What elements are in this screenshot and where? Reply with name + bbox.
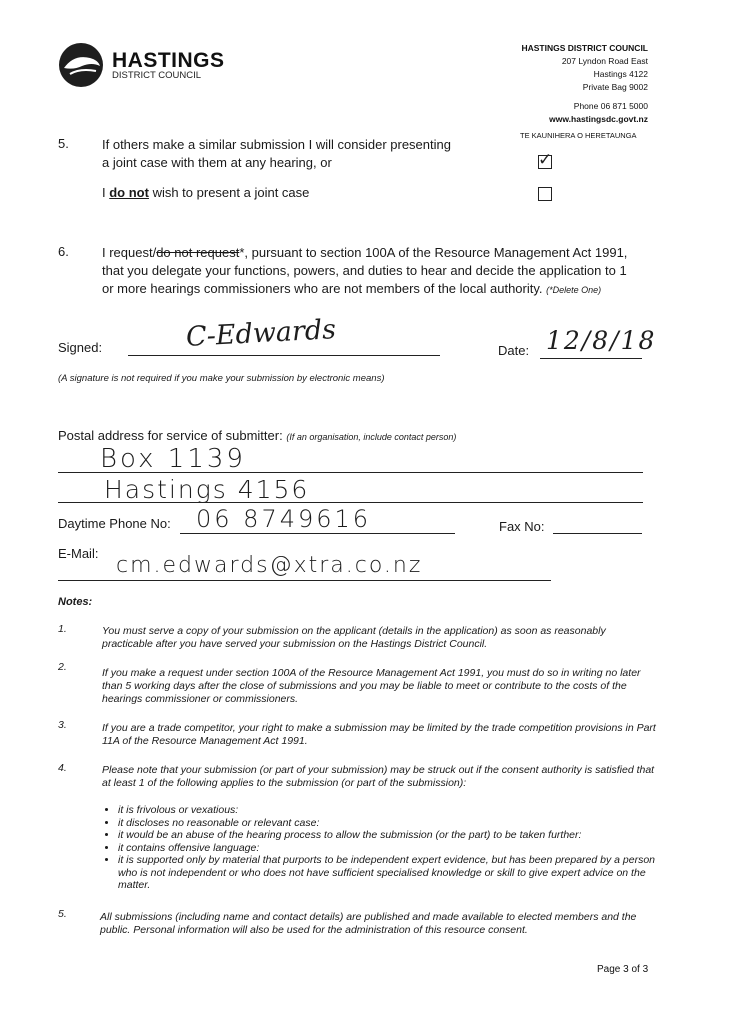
question-6-text <box>102 244 662 299</box>
checkmark-icon: ✓ <box>538 150 553 170</box>
q6-line3: or more hearings commissioners who are not members of the local authority. <box>102 281 543 296</box>
note-text: If you make a request under section 100A of the Resource Management Act 1991, you must do so in writing no later than 5 working days after the close of submissions and you may be liable to meet or contribute to the costs of the hearings commissioner or commissioners. <box>102 667 641 705</box>
email-line[interactable] <box>58 580 551 581</box>
question-5-line: If others make a similar submission I will consider presenting <box>102 137 451 152</box>
note-number: 3. <box>58 719 67 731</box>
date-value: 12/8/18 <box>546 326 657 355</box>
email-value: cm.edwards@xtra.co.nz <box>116 553 423 578</box>
council-name: HASTINGS DISTRICT COUNCIL <box>521 43 648 53</box>
note-text: Please note that your submission (or part of your submission) may be struck out if the consent authority is satisfied that at least 1 of the following applies to the submission (or part of the submission): <box>102 764 655 789</box>
fax-line[interactable] <box>553 533 642 534</box>
note-number: 1. <box>58 623 67 635</box>
postal-line-1[interactable] <box>58 472 643 473</box>
note-number: 4. <box>58 762 67 774</box>
note-number: 5. <box>58 908 67 920</box>
postal-address-label <box>58 428 456 443</box>
note-text: You must serve a copy of your submission on the applicant (details in the application) as soon as reasonably practicable after you have served your submission on the Hastings District Council. <box>102 625 606 650</box>
notes-title: Notes: <box>58 596 93 608</box>
question-6-number: 6. <box>58 244 69 259</box>
list-item: • it would be an abuse of the hearing process to allow the submission (or the part) to be taken further: <box>118 829 673 842</box>
council-address-line: 207 Lyndon Road East <box>561 56 648 66</box>
list-item: • it discloses no reasonable or relevant case: <box>118 817 673 830</box>
q6-line2: that you delegate your functions, powers, and duties to hear and decide the application to 1 <box>102 263 627 278</box>
email-label: E-Mail: <box>58 546 99 561</box>
do-not-emphasis: do not <box>109 185 149 200</box>
postal-line-2[interactable] <box>58 502 643 503</box>
council-maori-name: TE KAUNIHERA O HERETAUNGA <box>520 131 637 140</box>
logo-name: HASTINGS <box>112 49 225 72</box>
date-label: Date: <box>498 343 530 358</box>
question-5-text <box>102 136 502 172</box>
council-address-line: Private Bag 9002 <box>582 82 648 92</box>
option-text: wish to present a joint case <box>148 185 310 200</box>
postal-hint: (If an organisation, include contact person) <box>286 432 457 442</box>
option-text: I <box>102 185 110 200</box>
q6-request: I request/ <box>102 245 157 260</box>
strike-out-reasons-list <box>100 804 673 892</box>
joint-case-checkbox[interactable] <box>538 150 553 170</box>
q6-struck-text: do not request <box>156 245 240 260</box>
signed-label: Signed: <box>58 340 103 355</box>
logo-subtitle: DISTRICT COUNCIL <box>112 70 202 81</box>
question-5-number: 5. <box>58 136 69 151</box>
signature-line[interactable] <box>128 355 440 356</box>
question-5-line: a joint case with them at any hearing, or <box>102 155 332 170</box>
question-5-option-no <box>102 184 309 202</box>
postal-label-text: Postal address for service of submitter: <box>58 428 283 443</box>
postal-line-2-value: Hastings 4156 <box>104 475 310 504</box>
signature-value: C-Edwards <box>185 314 337 353</box>
q6-line1-rest: *, pursuant to section 100A of the Resource Management Act 1991, <box>239 245 628 260</box>
note-text: If you are a trade competitor, your right to make a submission may be limited by the trade competition provisions in Part 11A of the Resource Management Act 1991. <box>102 722 656 747</box>
note-text: All submissions (including name and contact details) are published and made available to elected members and the public. Personal information will also be used for the administration of this resource consent. <box>100 911 637 936</box>
phone-label: Daytime Phone No: <box>58 516 171 531</box>
council-logo-icon <box>56 40 106 90</box>
date-line[interactable] <box>540 358 642 359</box>
q6-delete-note: (*Delete One) <box>546 285 602 295</box>
phone-value: 06 8749616 <box>196 505 372 533</box>
postal-line-1-value: Box 1139 <box>100 444 246 474</box>
phone-line[interactable] <box>180 533 455 534</box>
council-address-block <box>521 42 648 126</box>
list-item: • it contains offensive language: <box>118 842 673 855</box>
council-phone: Phone 06 871 5000 <box>573 101 648 111</box>
council-website: www.hastingsdc.govt.nz <box>549 114 648 124</box>
list-item: • it is frivolous or vexatious: <box>118 804 673 817</box>
page-number: Page 3 of 3 <box>597 964 649 975</box>
fax-label: Fax No: <box>499 519 545 534</box>
signature-note: (A signature is not required if you make your submission by electronic means) <box>58 373 385 384</box>
note-number: 2. <box>58 661 67 673</box>
council-address-line: Hastings 4122 <box>593 69 648 79</box>
list-item: • it is supported only by material that purports to be independent expert evidence, but has been prepared by a person who is not independent or who does not have sufficient specialised knowledge or skill to give expert advice on the matter. <box>118 854 673 892</box>
no-joint-case-checkbox[interactable] <box>538 187 552 201</box>
